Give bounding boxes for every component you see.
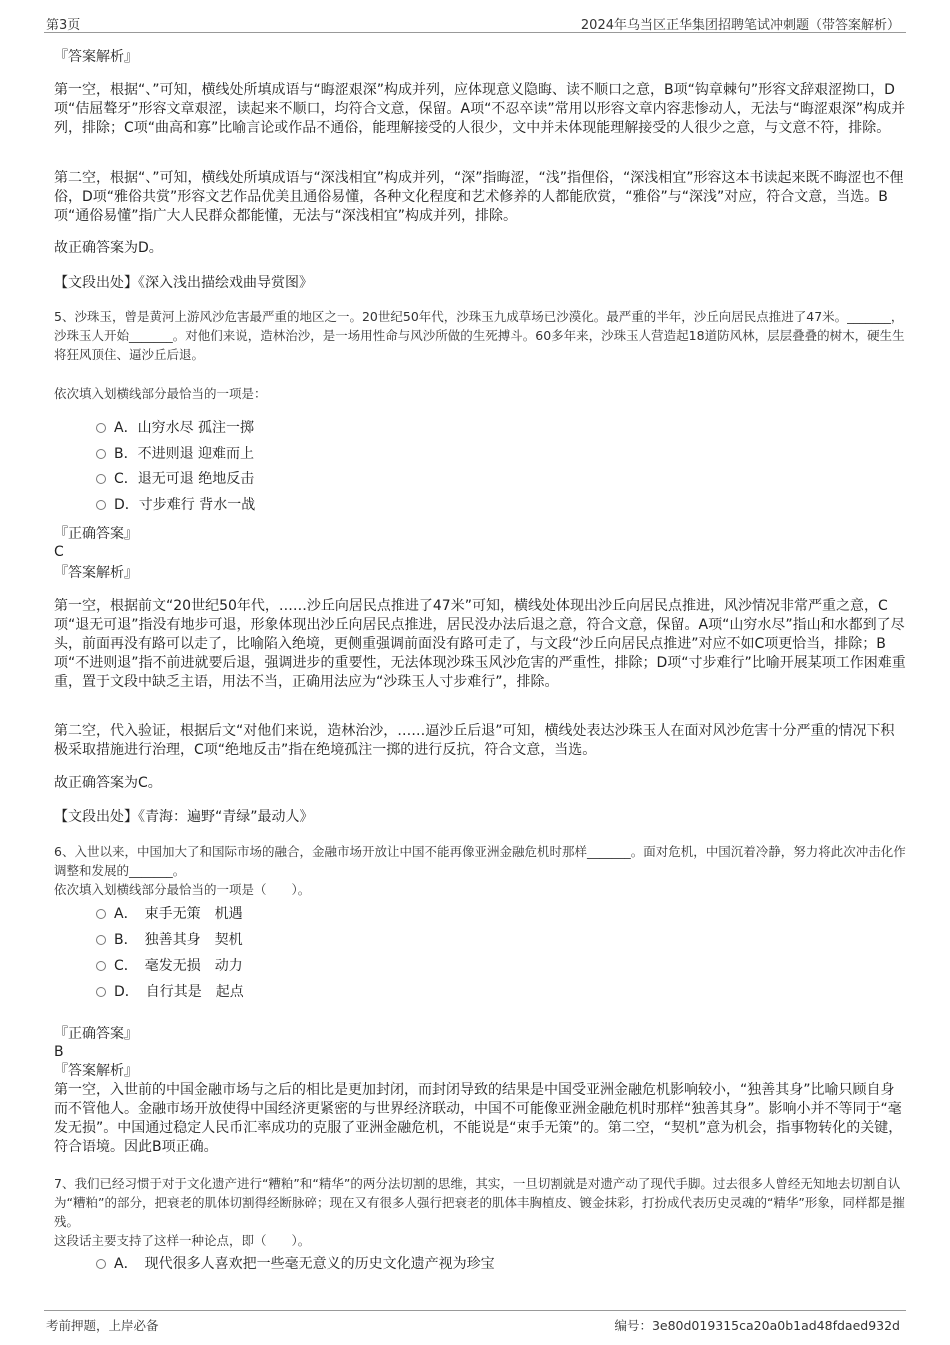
q6-option-c[interactable]: C． 毫发无损 动力	[96, 957, 243, 976]
q4-analysis-label: 『答案解析』	[54, 49, 138, 65]
footer-slogan: 考前押题，上岸必备	[46, 1318, 159, 1333]
q5-conclusion: 故正确答案为C。	[54, 775, 162, 791]
q7-option-a[interactable]: A． 现代很多人喜欢把一些毫无意义的历史文化遗产视为珍宝	[96, 1255, 495, 1274]
q5-stem: 5、沙珠玉，曾是黄河上游风沙危害最严重的地区之一。20世纪50年代，沙珠玉九成草场已沙漠化。最严重的半年，沙丘向居民点推进了47米。_______，沙珠玉人开始_______。对他们来说，造林治沙，是一场用性命与风沙所做的生死搏斗。60多年来，沙珠玉人营造起18道防风林，层层叠叠的树木，硬生生将狂风顶住、逼沙丘后退。	[54, 309, 905, 362]
q5-option-b[interactable]: B．不进则退 迎难而上	[96, 445, 254, 464]
document-code: 编号：3e80d019315ca20a0b1ad48fdaed932d	[614, 1318, 900, 1333]
q5-option-d[interactable]: D．寸步难行 背水一战	[96, 496, 255, 515]
q7-instruction: 这段话主要支持了这样一种论点，即（ ）。	[54, 1233, 311, 1248]
q5-analysis-paragraph-1: 第一空，根据前文“20世纪50年代，……沙丘向居民点推进了47米”可知，横线处体现出沙丘向居民点推进，风沙情况非常严重之意，C项“退无可退”指没有地步可退，形象体现出沙丘向居民点推进，居民没办法后退之意，符合文意，保留。A项“山穷水尽”指山和水都到了尽头，前面再没有路可以走了，比喻陷入绝境，更侧重强调前面没有路可走了，与文段“沙丘向居民点推进”对应不如C项更恰当，排除；B项“不进则退”指不前进就要后退，强调进步的重要性，无法体现沙珠玉风沙危害的严重性，排除；D项“寸步难行”比喻开展某项工作困难重重，置于文段中缺乏主语，用法不当，正确用法应为“沙珠玉人寸步难行”，排除。	[54, 598, 906, 690]
q5-answer-label: 『正确答案』	[54, 526, 138, 542]
page-header	[44, 10, 906, 33]
radio-icon[interactable]	[96, 500, 106, 510]
radio-icon[interactable]	[96, 1259, 106, 1269]
q4-analysis-paragraph-2: 第二空，根据“、”可知，横线处所填成语与“深浅相宜”构成并列，“深”指晦涩，“浅”指俚俗，“深浅相宜”形容这本书读起来既不晦涩也不俚俗，D项“雅俗共赏”形容文艺作品优美且通俗易懂，各种文化程度和艺术修养的人都能欣赏，“雅俗”与“深浅”对应，符合文意，当选。B项“通俗易懂”指广大人民群众都能懂，无法与“深浅相宜”构成并列，排除。	[54, 170, 904, 224]
q6-option-d[interactable]: D． 自行其是 起点	[96, 983, 244, 1002]
q4-source: 【文段出处】《深入浅出描绘戏曲导赏图》	[54, 275, 313, 291]
q6-answer-label: 『正确答案』	[54, 1026, 138, 1042]
q5-source: 【文段出处】《青海：遍野“青绿”最动人》	[54, 809, 314, 825]
q7-stem: 7、我们已经习惯于对于文化遗产进行“糟粕”和“精华”的两分法切割的思维，其实，一旦切割就是对遗产动了现代手脚。过去很多人曾经无知地去切割自认为“糟粕”的部分，把衰老的肌体切割得经断脉碎；现在又有很多人强行把衰老的肌体丰胸植皮、镀金抹彩，打扮成代表历史灵魂的“精华”形象，同样都是摧残。	[54, 1176, 905, 1229]
q5-option-c[interactable]: C．退无可退 绝地反击	[96, 470, 254, 489]
q6-option-a[interactable]: A． 束手无策 机遇	[96, 905, 243, 924]
page-number: 第3页	[46, 18, 81, 33]
q5-instruction: 依次填入划横线部分最恰当的一项是：	[54, 386, 267, 401]
q5-analysis-label: 『答案解析』	[54, 565, 138, 581]
q6-analysis-label: 『答案解析』	[54, 1063, 138, 1079]
radio-icon[interactable]	[96, 909, 106, 919]
q4-analysis-paragraph-1: 第一空，根据“、”可知，横线处所填成语与“晦涩艰深”构成并列，应体现意义隐晦、读不顺口之意，B项“钩章棘句”形容文辞艰涩拗口，D项“佶屈聱牙”形容文章艰涩，读起来不顺口，均符合文意，保留。A项“不忍卒读”常用以形容文章内容悲惨动人，无法与“晦涩艰深”构成并列，排除；C项“曲高和寡”比喻言论或作品不通俗，能理解接受的人很少，文中并未体现能理解接受的人很少之意，与文意不符，排除。	[54, 82, 906, 136]
q4-conclusion: 故正确答案为D。	[54, 240, 163, 256]
radio-icon[interactable]	[96, 449, 106, 459]
radio-icon[interactable]	[96, 987, 106, 997]
radio-icon[interactable]	[96, 474, 106, 484]
page-footer	[44, 1310, 906, 1335]
q6-instruction: 依次填入划横线部分最恰当的一项是（ ）。	[54, 882, 311, 897]
q5-analysis-paragraph-2: 第二空，代入验证，根据后文“对他们来说，造林治沙，……逼沙丘后退”可知，横线处表达沙珠玉人在面对风沙危害十分严重的情况下积极采取措施进行治理，C项“绝地反击”指在绝境孤注一掷的进行反抗，符合文意，当选。	[54, 723, 895, 758]
radio-icon[interactable]	[96, 935, 106, 945]
q6-stem: 6、入世以来，中国加大了和国际市场的融合，金融市场开放让中国不能再像亚洲金融危机时那样_______。面对危机，中国沉着冷静，努力将此次冲击化作调整和发展的_______。	[54, 844, 906, 878]
q5-answer: C	[54, 544, 64, 560]
q6-answer: B	[54, 1044, 64, 1060]
q5-option-a[interactable]: A．山穷水尽 孤注一掷	[96, 419, 254, 438]
radio-icon[interactable]	[96, 961, 106, 971]
document-title: 2024年乌当区正华集团招聘笔试冲刺题（带答案解析）	[580, 18, 900, 33]
radio-icon[interactable]	[96, 423, 106, 433]
q6-analysis: 第一空，入世前的中国金融市场与之后的相比是更加封闭，而封闭导致的结果是中国受亚洲金融危机影响较小，“独善其身”比喻只顾自身而不管他人。金融市场开放使得中国经济更紧密的与世界经济联动，中国不可能像亚洲金融危机时那样“独善其身”。影响小并不等同于“毫发无损”。中国通过稳定人民币汇率成功的克服了亚洲金融危机，不能说是“束手无策”的。第二空，“契机”意为机会，指事物转化的关键，符合语境。因此B项正确。	[54, 1082, 903, 1155]
q6-option-b[interactable]: B． 独善其身 契机	[96, 931, 243, 950]
